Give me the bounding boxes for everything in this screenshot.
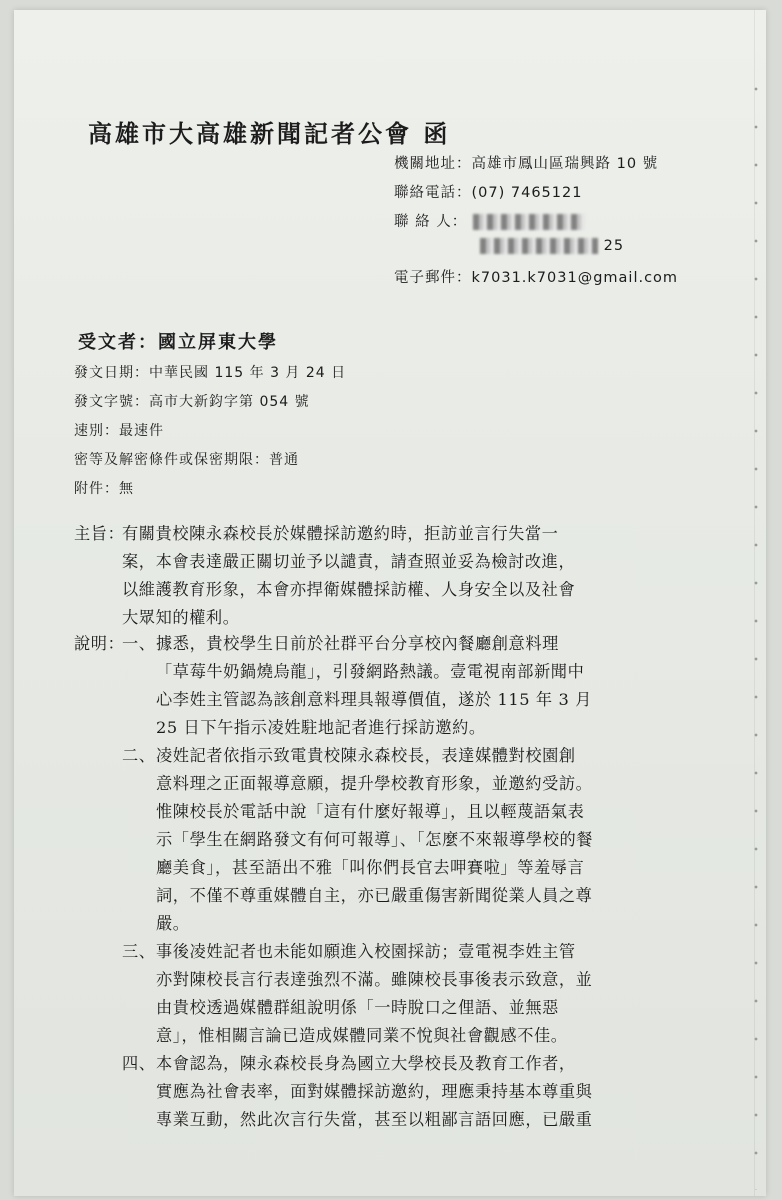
item-line: 據悉，貴校學生日前於社群平台分享校內餐廳創意料理 [156,634,559,653]
explanation-item-4 [156,1050,592,1134]
item-number: 二、 [122,746,156,765]
item-number: 三、 [122,942,156,961]
item-line: 「草莓牛奶鍋燒烏龍」，引發網路熱議。壹電視南部新聞中 [156,662,585,681]
explanation-item-2 [156,742,593,938]
item-line: 實應為社會表率，面對媒體採訪邀約，理應秉持基本尊重與 [156,1082,593,1101]
item-number: 一、 [122,634,156,653]
explanation-item-3 [156,938,592,1050]
document-number: 發文字號：高市大新鈞字第 054 號 [74,394,310,410]
letter-title: 高雄市大高雄新聞記者公會 函 [88,119,451,148]
item-line: 凌姓記者依指示致電貴校陳永森校長，表達媒體對校園創 [156,746,576,765]
item-line: 廳美食」，甚至語出不雅「叫你們長官去呷賽啦」等羞辱言 [156,858,585,877]
item-line: 嚴。 [156,914,190,933]
subject-line: 以維護教育形象，本會亦捍衛媒體採訪權、人身安全以及社會 [122,580,576,599]
item-line: 25 日下午指示凌姓駐地記者進行採訪邀約。 [156,718,486,737]
subject-label: 主旨： [74,524,125,543]
subject-line: 大眾知的權利。 [122,608,240,627]
contact-person [394,210,585,231]
issue-date: 發文日期：中華民國 115 年 3 月 24 日 [74,365,347,381]
delivery-speed: 速別：最速件 [74,423,164,439]
item-line: 意」，惟相關言論已造成媒體同業不悅與社會觀感不佳。 [156,1026,568,1045]
contact-phone: 聯絡電話：(07) 7465121 [394,185,583,201]
subject-line: 有關貴校陳永森校長於媒體採訪邀約時，拒訪並言行失當一 [122,524,559,543]
agency-address: 機關地址：高雄市鳳山區瑞興路 10 號 [394,156,659,172]
item-line: 由貴校透過媒體群組說明係「一時脫口之俚語、並無惡 [156,998,559,1017]
attachments: 附件：無 [74,481,134,497]
item-line: 亦對陳校長言行表達強烈不滿。雖陳校長事後表示致意，並 [156,970,593,989]
contact-extra-tail: 25 [603,238,625,254]
letter-page [14,10,766,1196]
recipient: 受文者：國立屏東大學 [78,332,278,353]
subject-line: 案，本會表達嚴正關切並予以譴責，請查照並妥為檢討改進， [122,552,576,571]
item-line: 示「學生在網路發文有何可報導」、「怎麼不來報導學校的餐 [156,830,594,849]
item-line: 心李姓主管認為該創意料理具報導價值，遂於 115 年 3 月 [156,690,592,709]
contact-email: 電子郵件：k7031.k7031@gmail.com [394,270,679,286]
item-line: 惟陳校長於電話中說「這有什麼好報導」，且以輕蔑語氣表 [156,802,585,821]
contact-extra [480,238,624,254]
security-level: 密等及解密條件或保密期限：普通 [74,452,299,468]
redacted-name [473,214,585,230]
contact-person-label: 聯 絡 人： [394,214,468,230]
item-line: 事後凌姓記者也未能如願進入校園採訪；壹電視李姓主管 [156,942,576,961]
explanation-label: 說明： [74,634,125,653]
redacted-number [480,238,598,254]
binding-perforation [754,70,758,1190]
item-line: 本會認為，陳永森校長身為國立大學校長及教育工作者， [156,1054,576,1073]
item-number: 四、 [122,1054,156,1073]
item-line: 意料理之正面報導意願，提升學校教育形象，並邀約受訪。 [156,774,593,793]
item-line: 專業互動，然此次言行失當，甚至以粗鄙言語回應，已嚴重 [156,1110,593,1129]
explanation-item-1 [156,630,592,742]
item-line: 詞，不僅不尊重媒體自主，亦已嚴重傷害新聞從業人員之尊 [156,886,593,905]
